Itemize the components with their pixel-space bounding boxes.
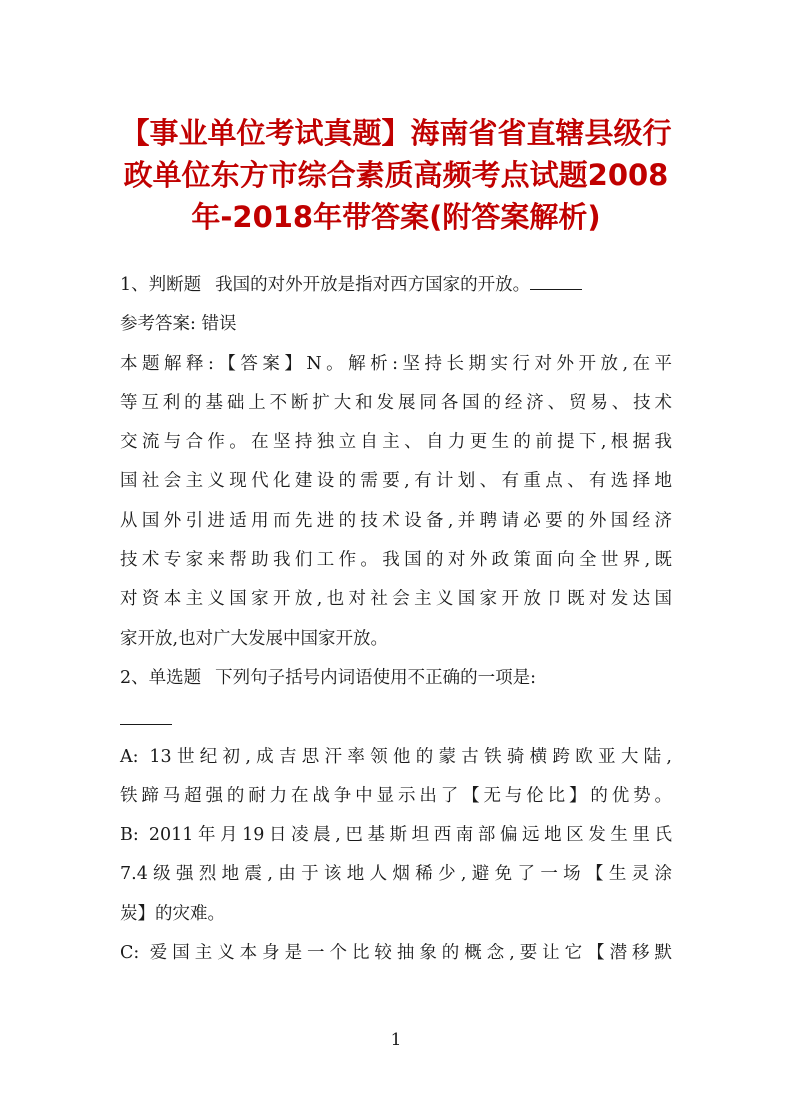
explanation-line: 交流与合作。在坚持独立自主、自力更生的前提下,根据我 [120,432,672,453]
explanation-line: 等互利的基础上不断扩大和发展同各国的经济、贸易、技术 [120,392,672,413]
option-line: C: 爱国主义本身是一个比较抽象的概念,要让它【潜移默 [120,943,672,964]
question-1-text: 我国的对外开放是指对西方国家的开放。 [215,275,531,295]
question-1-answer: 参考答案: 错误 [120,314,237,335]
explanation-line: 技术专家来帮助我们工作。我国的对外政策面向全世界,既 [120,550,672,571]
page-number: 1 [390,1030,402,1050]
question-1-line [120,266,672,305]
explanation-line: 本题解释:【答案】N。解析:坚持长期实行对外开放,在平 [120,353,672,374]
question-2-line [120,659,672,698]
explanation-line: 对资本主义国家开放,也对社会主义国家开放卩既对发达国 [120,589,672,610]
option-line: 铁蹄马超强的耐力在战争中显示出了【无与伦比】的优势。 [120,785,672,806]
explanation-line: 国社会主义现代化建设的需要,有计划、有重点、有选择地 [120,471,672,492]
question-2-header: 2、单选题 [120,667,202,688]
question-2-text: 下列句子括号内词语使用不正确的一项是: [215,667,537,688]
title-line: 政单位东方市综合素质高频考点试题2008 [123,158,669,192]
option-line: B: 2011年月19日凌晨,巴基斯坦西南部偏远地区发生里氏 [120,825,672,846]
option-line: 炭】的灾难。 [120,903,225,924]
explanation-line: 从国外引进适用而先进的技术设备,并聘请必要的外国经济 [120,510,672,531]
answer-blank [120,710,172,725]
option-line: 7.4级强烈地震,由于该地人烟稀少,避免了一场【生灵涂 [120,864,672,885]
document-title [110,112,682,238]
answer-blank [530,269,582,290]
explanation-line: 家开放,也对广大发展中国家开放。 [120,628,389,649]
question-1-header: 1、判断题 [120,275,202,295]
title-line: 年-2018年带答案(附答案解析) [191,200,601,234]
title-line: 【事业单位考试真题】海南省省直辖县级行 [120,116,672,150]
answer-blank-line [120,698,672,737]
option-line: A: 13世纪初,成吉思汗率领他的蒙古铁骑横跨欧亚大陆, [120,746,672,767]
document-body [120,266,672,973]
